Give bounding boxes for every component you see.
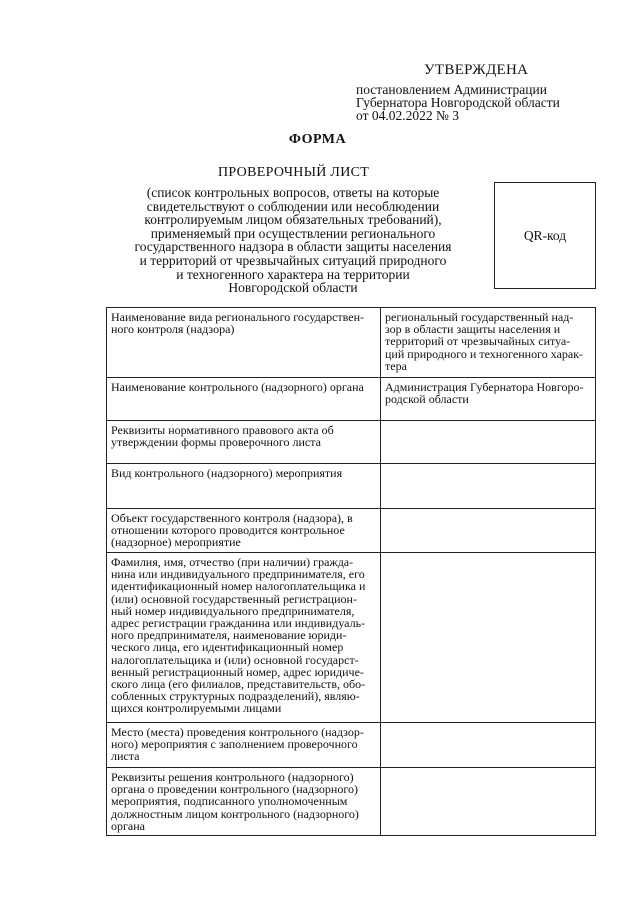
label-line: органа о проведении контрольного (надзорного) (111, 782, 358, 797)
value-line: территорий от чрезвычайных ситуа- (385, 334, 571, 349)
table-row (107, 464, 596, 509)
description-line: применяемый при осуществлении регионального (150, 225, 436, 241)
checklist-title: ПРОВЕРОЧНЫЙ ЛИСТ (218, 165, 370, 180)
description-line: контролируемым лицом обязательных требований), (144, 212, 442, 228)
label-line: ный номер индивидуального предпринимателя, (111, 603, 355, 618)
label-line: Объект государственного контроля (надзора), в (111, 511, 353, 525)
label-line: ного предпринимателя, наименование юриди- (111, 628, 347, 643)
row-label-cell (107, 308, 381, 378)
row-label-cell (107, 553, 381, 723)
form-label: ФОРМА (288, 132, 347, 147)
description-line: свидетельствуют о соблюдении или несоблюдении (146, 198, 440, 214)
label-line: Вид контрольного (надзорного) мероприятия (111, 466, 343, 480)
label-line: (или) основной государственный регистрацион- (111, 591, 357, 606)
table-row (107, 421, 596, 464)
value-line: тера (385, 358, 407, 373)
row-label-cell (107, 509, 381, 553)
label-line: (надзорное) мероприятие (111, 535, 241, 550)
row-label-cell (107, 378, 381, 421)
row-value-cell[interactable] (381, 378, 596, 421)
label-line: налогоплательщика и (или) основной государст- (111, 652, 359, 667)
label-line: адрес регистрации гражданина или индивидуаль- (111, 616, 366, 631)
label-line: ного) мероприятия с заполнением проверочного (111, 737, 358, 752)
description-line: и территорий от чрезвычайных ситуаций природного (139, 252, 447, 268)
table-row (107, 553, 596, 723)
row-value-cell[interactable] (381, 723, 596, 768)
description-line: государственного надзора в области защиты населения (134, 239, 452, 255)
label-line: органа (111, 818, 145, 833)
label-line: венный регистрационный номер, адрес юридиче- (111, 664, 364, 679)
label-line: Наименование контрольного (надзорного) органа (111, 380, 364, 394)
table-row (107, 308, 596, 378)
label-line: листа (111, 749, 140, 764)
label-line: Место (места) проведения контрольного (надзор- (111, 725, 364, 739)
table-row (107, 723, 596, 768)
table-row (107, 509, 596, 553)
label-line: щихся контролируемыми лицами (111, 701, 282, 716)
label-line: ческого лица, его идентификационный номер (111, 640, 344, 655)
label-line: Фамилия, имя, отчество (при наличии) гражда- (111, 555, 354, 569)
row-value-cell[interactable] (381, 768, 596, 836)
value-line: родской области (385, 392, 469, 407)
label-line: должностным лицом контрольного (надзорного) (111, 806, 359, 821)
qr-code-label: QR-код (523, 227, 567, 243)
table-row (107, 378, 596, 421)
label-line: идентификационный номер налогоплательщика и (111, 579, 366, 594)
label-line: Наименование вида регионального государствен- (111, 310, 364, 324)
label-line: мероприятия, подписанного уполномоченным (111, 794, 348, 809)
label-line: Реквизиты решения контрольного (надзорного) (111, 770, 354, 784)
approval-line: от 04.02.2022 № 3 (356, 108, 459, 123)
label-line: собленных структурных подразделений), являю- (111, 689, 360, 704)
row-value-cell[interactable] (381, 464, 596, 509)
row-label-cell (107, 464, 381, 509)
description-line: Новгородской области (228, 280, 358, 296)
row-value-cell[interactable] (381, 308, 596, 378)
row-label-cell (107, 768, 381, 836)
value-line: Администрация Губернатора Новгоро- (385, 380, 584, 394)
checklist-description (108, 186, 478, 295)
row-value-cell[interactable] (381, 421, 596, 464)
approval-line: постановлением Администрации (356, 82, 547, 97)
description-line: и техногенного характера на территории (176, 266, 410, 282)
label-line: нина или индивидуального предпринимателя, его (111, 567, 365, 582)
label-line: Реквизиты нормативного правового акта об (111, 423, 334, 437)
table-row (107, 768, 596, 836)
approved-stamp-title: УТВЕРЖДЕНА (424, 62, 529, 78)
checklist-info-table (106, 307, 596, 836)
row-label-cell (107, 723, 381, 768)
value-line: ций природного и техногенного харак- (385, 346, 584, 361)
label-line: утверждении формы проверочного листа (111, 435, 321, 450)
label-line: ного контроля (надзора) (111, 322, 235, 337)
qr-code-placeholder (494, 182, 596, 289)
row-label-cell (107, 421, 381, 464)
approval-details (356, 83, 560, 122)
label-line: отношении которого проводится контрольное (111, 523, 345, 538)
description-line: (список контрольных вопросов, ответы на которые (146, 185, 440, 200)
value-line: зор в области защиты населения и (385, 322, 561, 337)
row-value-cell[interactable] (381, 553, 596, 723)
row-value-cell[interactable] (381, 509, 596, 553)
value-line: региональный государственный над- (385, 310, 574, 324)
approval-line: Губернатора Новгородской области (356, 95, 560, 110)
label-line: ского лица (его филиалов, представительств, обо- (111, 677, 366, 692)
